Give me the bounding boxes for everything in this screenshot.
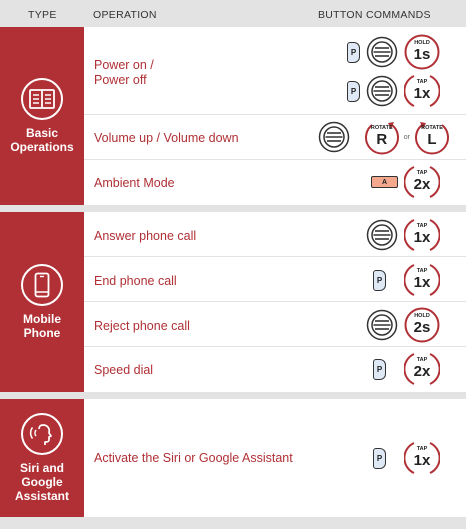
section-title: Siri and Google Assistant — [14, 461, 70, 503]
operation-label: Volume up / Volume down — [94, 131, 239, 145]
section-basic-operations — [0, 27, 466, 205]
voice-assistant-icon — [21, 413, 63, 455]
command-value: R — [376, 131, 388, 148]
header-button-commands: BUTTON COMMANDS — [318, 9, 431, 21]
section-sidebar — [0, 399, 84, 517]
phone-button: P — [373, 270, 386, 291]
phone-icon — [21, 264, 63, 306]
rotate-left-icon — [414, 119, 450, 155]
phone-button: P — [347, 42, 360, 63]
ambient-mode-button: A — [371, 176, 398, 188]
header-type: TYPE — [28, 9, 57, 21]
command-type: TAP — [416, 170, 428, 176]
command-value: 2x — [413, 363, 431, 380]
command-value: 1x — [413, 274, 431, 291]
section-mobile-phone — [0, 212, 466, 392]
command-type: ROTATE — [421, 125, 443, 131]
section-divider — [0, 205, 466, 212]
section-sidebar — [0, 27, 84, 205]
command-value: 1x — [413, 229, 431, 246]
command-type: ROTATE — [370, 125, 393, 131]
row-end-call — [84, 257, 466, 302]
operation-label: Answer phone call — [94, 229, 197, 243]
operation-line: Power on / — [94, 58, 154, 72]
hold-command-icon — [404, 34, 440, 70]
row-volume — [84, 115, 466, 160]
book-icon — [21, 78, 63, 120]
hold-command-icon — [404, 307, 440, 343]
button-command-group — [347, 34, 440, 70]
operation-line: Power off — [94, 73, 147, 87]
row-answer-call — [84, 212, 466, 257]
button-command-group — [318, 119, 450, 155]
row-ambient — [84, 160, 466, 205]
or-label: or — [403, 133, 410, 141]
operation-label: Activate the Siri or Google Assistant — [94, 451, 293, 465]
table-header — [0, 0, 466, 27]
button-command-group — [366, 307, 440, 343]
phone-button: P — [373, 359, 386, 380]
operation-label: Ambient Mode — [94, 176, 175, 190]
jog-dial-icon — [366, 219, 398, 251]
section-divider — [0, 517, 466, 529]
rotate-right-icon — [364, 119, 400, 155]
header-operation: OPERATION — [93, 9, 157, 21]
jog-dial-icon — [318, 121, 350, 153]
command-value: L — [427, 131, 437, 148]
button-command-group — [373, 440, 440, 476]
command-type: HOLD — [414, 40, 430, 46]
section-title: Basic Operations — [10, 126, 74, 154]
command-value: 2s — [413, 319, 431, 336]
command-type: TAP — [416, 79, 428, 85]
phone-button: P — [373, 448, 386, 469]
jog-dial-icon — [366, 36, 398, 68]
command-type: TAP — [416, 446, 428, 452]
command-type: TAP — [416, 268, 428, 274]
operation-label: Reject phone call — [94, 319, 190, 333]
section-title: Mobile Phone — [23, 312, 61, 340]
row-reject-call — [84, 302, 466, 347]
command-type: TAP — [416, 357, 428, 363]
command-value: 1s — [413, 46, 431, 63]
button-command-group — [366, 217, 440, 253]
operation-label: End phone call — [94, 274, 177, 288]
command-type: HOLD — [414, 313, 430, 319]
operation-label — [94, 58, 154, 88]
tap-command-icon — [404, 73, 440, 109]
section-divider — [0, 392, 466, 399]
row-activate-assistant — [84, 399, 466, 517]
row-speed-dial — [84, 347, 466, 392]
command-value: 1x — [413, 85, 431, 102]
phone-button: P — [347, 81, 360, 102]
tap-command-icon — [404, 440, 440, 476]
operation-label: Speed dial — [94, 363, 154, 377]
command-type: TAP — [416, 223, 428, 229]
section-sidebar — [0, 212, 84, 392]
command-value: 1x — [413, 452, 431, 469]
row-power — [84, 27, 466, 115]
section-voice-assistant — [0, 399, 466, 517]
button-command-group — [373, 262, 440, 298]
jog-dial-icon — [366, 309, 398, 341]
tap-command-icon — [404, 262, 440, 298]
jog-dial-icon — [366, 75, 398, 107]
tap-command-icon — [404, 351, 440, 387]
button-command-group — [347, 73, 440, 109]
tap-command-icon — [404, 164, 440, 200]
tap-command-icon — [404, 217, 440, 253]
button-command-group — [371, 164, 440, 200]
command-value: 2x — [413, 176, 431, 193]
button-command-group — [373, 351, 440, 387]
